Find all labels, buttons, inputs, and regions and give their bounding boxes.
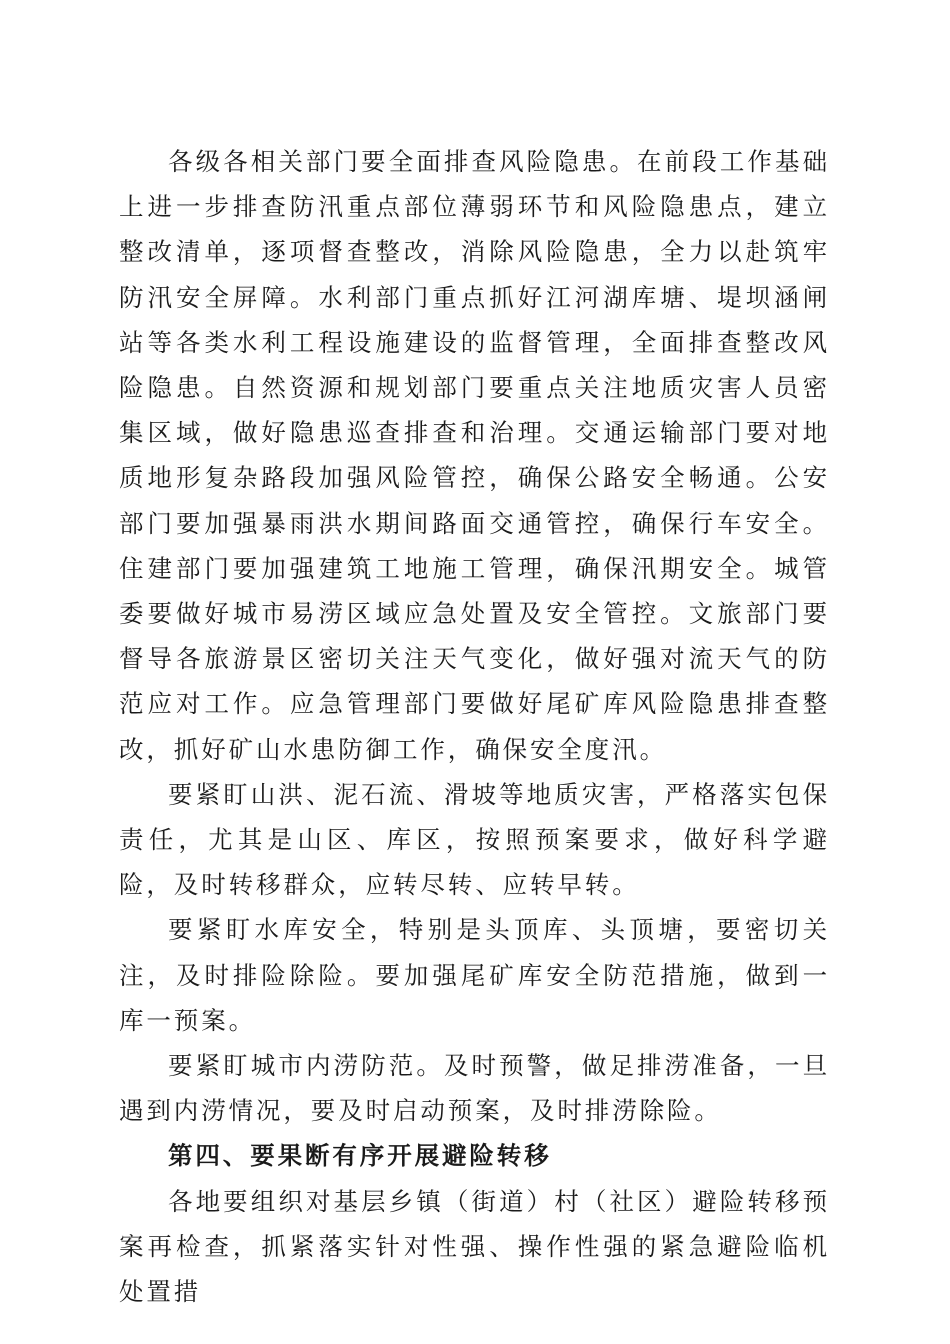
paragraph-evacuation-plan: 各地要组织对基层乡镇（街道）村（社区）避险转移预案再检查，抓紧落实针对性强、操作性强的紧急避险临机处置措: [119, 1186, 830, 1307]
paragraph-risk-inspection: 各级各相关部门要全面排查风险隐患。在前段工作基础上进一步排查防汛重点部位薄弱环节和风险隐患点，建立整改清单，逐项督查整改，消除风险隐患，全力以赴筑牢防汛安全屏障。水利部门重点抓好江河湖库塘、堤坝涵闸站等各类水利工程设施建设的监督管理，全面排查整改风险隐患。自然资源和规划部门要重点关注地质灾害人员密集区域，做好隐患巡查排查和治理。交通运输部门要对地质地形复杂路段加强风险管控，确保公路安全畅通。公安部门要加强暴雨洪水期间路面交通管控，确保行车安全。住建部门要加强建筑工地施工管理，确保汛期安全。城管委要做好城市易涝区域应急处置及安全管控。文旅部门要督导各旅游景区密切关注天气变化，做好强对流天气的防范应对工作。应急管理部门要做好尾矿库风险隐患排查整改，抓好矿山水患防御工作，确保安全度汛。: [119, 147, 830, 764]
paragraph-geological-hazards: 要紧盯山洪、泥石流、滑坡等地质灾害，严格落实包保责任，尤其是山区、库区，按照预案要求，做好科学避险，及时转移群众，应转尽转、应转早转。: [119, 779, 830, 900]
paragraph-reservoir-safety: 要紧盯水库安全，特别是头顶库、头顶塘，要密切关注，及时排险除险。要加强尾矿库安全防范措施，做到一库一预案。: [119, 915, 830, 1035]
document-body: [119, 139, 830, 1314]
paragraph-urban-waterlogging: 要紧盯城市内涝防范。及时预警，做足排涝准备，一旦遇到内涝情况，要及时启动预案，及时排涝除险。: [119, 1051, 830, 1126]
section-heading: 第四、要果断有序开展避险转移: [168, 1141, 552, 1171]
